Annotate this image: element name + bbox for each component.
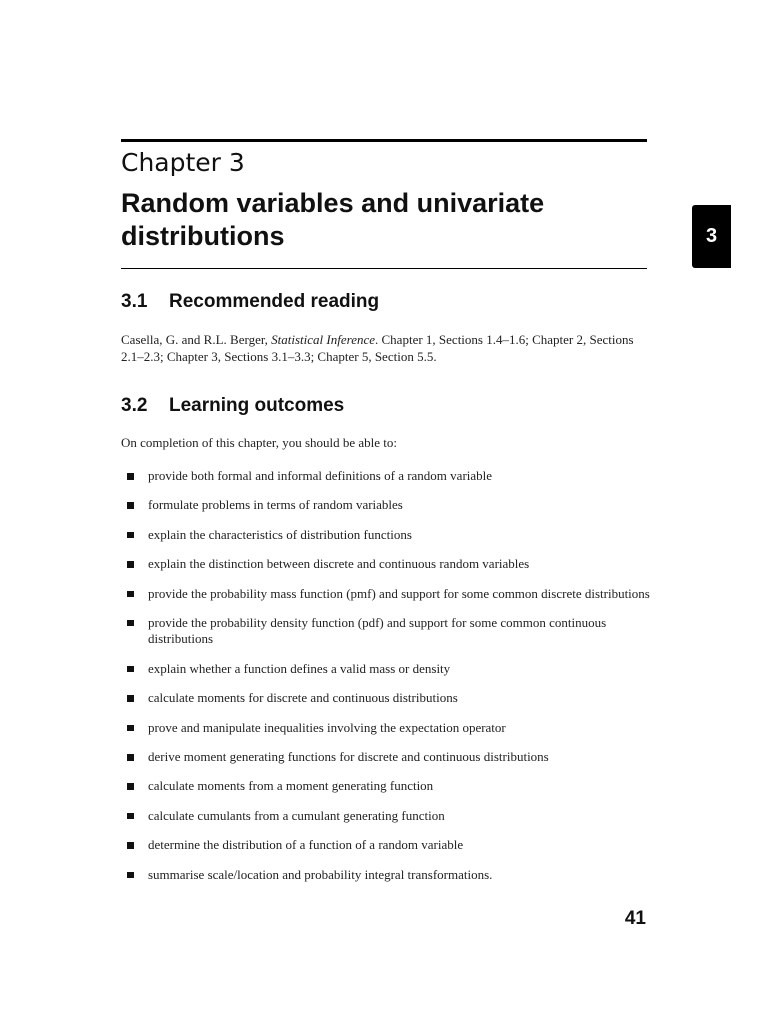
list-item [121,586,651,603]
list-item [121,497,651,514]
list-item [121,837,651,854]
chapter-label: Chapter 3 [121,148,245,177]
chapter-top-rule [121,139,647,142]
outcomes-intro: On completion of this chapter, you should be able to: [121,435,398,450]
square-bullet-icon [127,725,134,732]
list-item [121,808,651,825]
chapter-bottom-rule [121,268,647,269]
list-item-text: calculate cumulants from a cumulant generating function [148,807,445,823]
square-bullet-icon [127,666,134,673]
chapter-thumb-tab-number: 3 [705,225,718,247]
list-item [121,867,651,884]
square-bullet-icon [127,532,134,539]
list-item-text: provide both formal and informal definitions of a random variable [148,468,493,483]
square-bullet-icon [127,591,134,598]
list-item [121,778,651,795]
list-item [121,468,651,485]
list-item [121,556,651,573]
page-number: 41 [624,908,646,929]
reading-chapters: . Chapter 1, Sections 1.4–1.6; Chapter 2, Sections 2.1–2.3; Chapter 3, Sections 3.1–3.3; Chapter 5, Section 5.5. [121,332,634,364]
square-bullet-icon [127,620,134,627]
section-number: 3.2 [121,395,148,416]
list-item-text: explain the characteristics of distribution functions [148,526,412,542]
list-item-text: prove and manipulate inequalities involving the expectation operator [148,719,506,735]
list-item-text: summarise scale/location and probability integral transformations. [148,866,493,882]
list-item [121,661,651,678]
list-item-text: explain the distinction between discrete and continuous random variables [148,556,530,572]
list-item-text: calculate moments from a moment generating function [148,778,434,794]
section-title: Recommended reading [169,291,380,312]
list-item [121,749,651,766]
list-item-text: determine the distribution of a function of a random variable [148,837,464,853]
section-number: 3.1 [121,291,148,312]
square-bullet-icon [127,561,134,568]
list-item-text: derive moment generating functions for discrete and continuous distributions [148,749,549,765]
chapter-title: Random variables and univariate distributions [121,188,545,251]
list-item [121,720,651,737]
learning-outcomes-list [121,468,651,896]
list-item-text: provide the probability mass function (pmf) and support for some common discrete distributions [148,585,650,601]
square-bullet-icon [127,783,134,790]
list-item [121,690,651,707]
square-bullet-icon [127,695,134,702]
recommended-reading-text [121,332,647,365]
list-item [121,527,651,544]
section-heading-recommended-reading [121,291,379,313]
square-bullet-icon [127,754,134,761]
square-bullet-icon [127,473,134,480]
square-bullet-icon [127,502,134,509]
list-item-text: explain whether a function defines a valid mass or density [148,660,451,676]
list-item [121,615,651,648]
reading-authors: Casella, G. and R.L. Berger, [121,332,272,347]
square-bullet-icon [127,872,134,879]
list-item-text: formulate problems in terms of random variables [148,497,403,513]
chapter-thumb-tab [692,205,731,268]
list-item-text: provide the probability density function (pdf) and support for some common continuous distributions [148,614,607,647]
square-bullet-icon [127,842,134,849]
reading-book-title: Statistical Inference [271,332,376,347]
square-bullet-icon [127,813,134,820]
section-heading-learning-outcomes [121,395,344,417]
list-item-text: calculate moments for discrete and continuous distributions [148,690,458,706]
section-title: Learning outcomes [169,395,345,416]
